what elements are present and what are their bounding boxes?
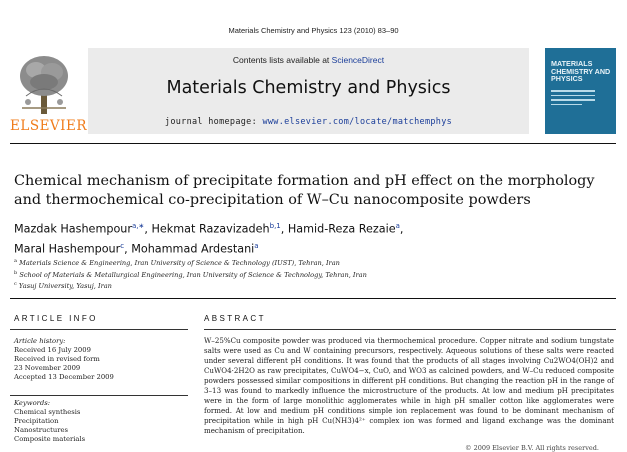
author-list — [14, 218, 614, 258]
sciencedirect-link[interactable]: ScienceDirect — [331, 55, 385, 65]
author-sup[interactable]: a,∗ — [131, 222, 145, 230]
header-rule — [10, 143, 616, 144]
revised-date: 23 November 2009 — [14, 364, 81, 372]
author-name[interactable]: Mazdak Hashempour — [14, 222, 132, 236]
author-sup[interactable]: a — [395, 222, 400, 230]
homepage-prefix: journal homepage: — [164, 117, 263, 127]
elsevier-tree-icon — [16, 52, 72, 116]
affiliation: $^b$ School of Materials & Metallurgical Engineering, Iran University of Science & Technology, Tehran, Iran — [14, 269, 367, 279]
copyright-notice: © 2009 Elsevier B.V. All rights reserved. — [465, 444, 599, 452]
journal-name: Materials Chemistry and Physics — [166, 78, 451, 98]
author-sep: , — [280, 222, 288, 236]
history-label: Article history: — [14, 337, 66, 345]
affiliation: $^c$ Yasuj University, Yasuj, Iran — [14, 281, 112, 291]
elsevier-wordmark: ELSEVIER — [10, 118, 88, 134]
contents-prefix: Contents lists available at — [232, 55, 332, 65]
homepage-link[interactable]: www.elsevier.com/locate/matchemphys — [262, 117, 453, 127]
received-date: Received 16 July 2009 — [14, 346, 91, 354]
abstract-rule — [204, 329, 616, 330]
keywords-label: Keywords: — [14, 399, 51, 407]
abstract-text: W–25%Cu composite powder was produced via thermochemical procedure. Copper nitrate and sodium tungstate salts were used as Cu and W containing precursors, respectively. Aqueous solutions of these salts were reacted under several different pH conditions. It was found that the products of all stages involving Cu2WO4(OH)2 and CuWO4·2H2O as raw precipitates, CuWO4−x, CuO, and WO3 as calcined powders, and W–Cu reduced composite powders possessed similar compositions in different pH conditions. But changing the reaction pH in the range of 3–13 was found to markedly influence the microstructure of the products. At low and medium pH precipitates were in the form of large monolithic agglomerates while in high pH smaller cotton like agglomerates were formed. At low and medium pH conditions simple ion replacement was found to be dominant mechanism of precipitation while in high pH Cu(NH3)4²⁺ complex ion was formed and ligand exchange was the dominant mechanism of precipitation. — [204, 336, 614, 435]
author-sup[interactable]: a — [254, 242, 259, 251]
author-sep: , — [124, 242, 132, 256]
author-name[interactable]: Maral Hashempour — [14, 242, 121, 256]
author-sep: , — [399, 222, 404, 236]
keywords — [14, 399, 184, 444]
article-info-rule — [10, 329, 188, 330]
abstract-body — [204, 336, 614, 436]
cover-decoration — [551, 90, 595, 108]
journal-homepage — [88, 117, 529, 127]
cover-title: MATERIALS CHEMISTRY AND PHYSICS — [551, 59, 611, 84]
accepted-date: Accepted 13 December 2009 — [14, 373, 114, 381]
keyword: Chemical synthesis — [14, 408, 81, 416]
keyword: Composite materials — [14, 435, 86, 443]
affiliation: $^a$ Materials Science & Engineering, Iran University of Science & Technology (IUST), Tehran, Iran — [14, 258, 340, 268]
article-title: Chemical mechanism of precipitate formation and pH effect on the morphology and thermochemical co-precipitation of W–Cu nanocomposite powders — [14, 173, 595, 208]
journal-cover — [545, 48, 616, 134]
journal-reference: Materials Chemistry and Physics 123 (2010) 83–90 — [228, 26, 399, 35]
author-name[interactable]: Hamid-Reza Rezaie — [287, 222, 396, 236]
keyword: Nanostructures — [14, 426, 68, 434]
revised-label: Received in revised form — [14, 355, 100, 363]
section-rule — [10, 298, 616, 299]
contents-line — [88, 55, 529, 65]
keyword: Precipitation — [14, 417, 59, 425]
affiliations — [14, 257, 614, 292]
keywords-rule — [10, 395, 188, 396]
abstract-heading: ABSTRACT — [204, 314, 266, 323]
article-info-heading: ARTICLE INFO — [14, 314, 98, 323]
article-history — [14, 337, 184, 382]
author-sup[interactable]: b,1 — [269, 222, 281, 230]
author-sup[interactable]: c — [120, 242, 125, 251]
author-name[interactable]: Mohammad Ardestani — [131, 242, 255, 256]
author-name[interactable]: Hekmat Razavizadeh — [151, 222, 270, 236]
author-sep: , — [144, 222, 152, 236]
